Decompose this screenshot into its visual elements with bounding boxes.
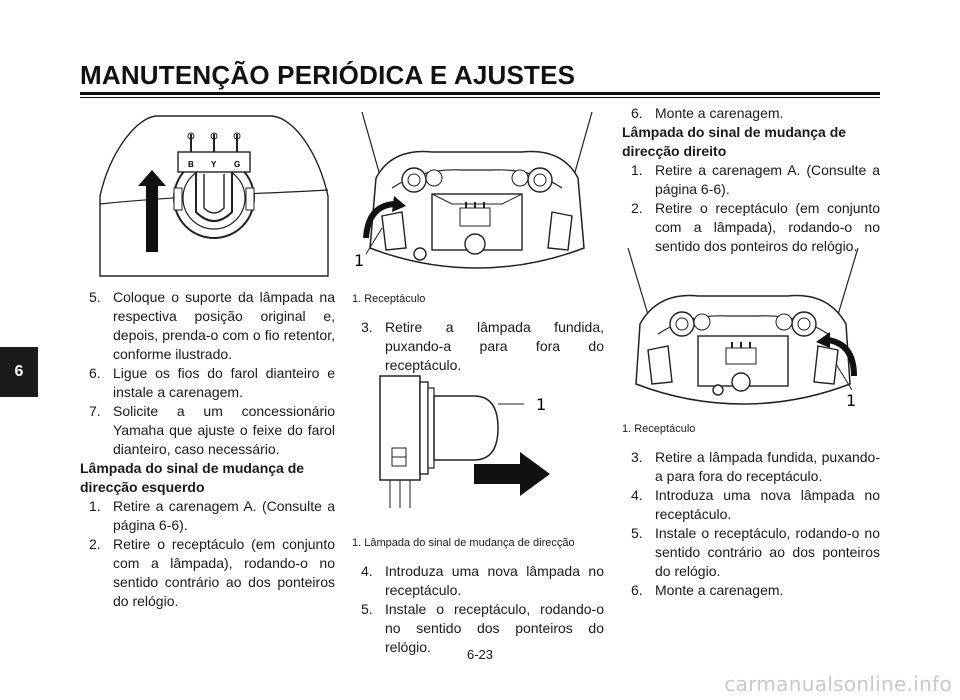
figure-callout-number: 1 <box>536 395 547 414</box>
figure-headlight-bulb-holder <box>96 112 332 280</box>
figure-caption: 1. Receptáculo <box>622 423 696 435</box>
figure-right-turn-signal-receptacle <box>618 244 868 414</box>
watermark: carmanualsonline.info <box>724 672 952 696</box>
figure-bulb-removal <box>374 368 554 520</box>
list-item: 6. Ligue os fios do farol dianteiro e instale a carenagem. <box>89 365 335 400</box>
bulb-letter: G <box>234 160 241 169</box>
figure-callout-number: 1 <box>354 251 365 270</box>
section-heading: Lâmpada do sinal de mudança de direcção esquerdo <box>80 460 305 495</box>
list-item: 6. Monte a carenagem. <box>631 582 784 598</box>
bulb-letter: B <box>188 160 194 169</box>
section-heading: Lâmpada do sinal de mudança de direcção direito <box>622 124 847 159</box>
figure-left-turn-signal-receptacle <box>352 108 602 288</box>
title-rule-thin <box>80 97 880 98</box>
figure-caption: 1. Lâmpada do sinal de mudança de direcção <box>352 537 575 549</box>
page-title: MANUTENÇÃO PERIÓDICA E AJUSTES <box>80 60 576 90</box>
figure-4-caption-block <box>622 422 880 600</box>
list-item: 3. Retire a lâmpada fundida, puxando-a para fora do receptáculo. <box>361 319 604 373</box>
list-item: 7. Solicite a um concessionário Yamaha que ajuste o feixe do farol dianteiro, caso necessário. <box>89 403 335 457</box>
list-item: 3. Retire a lâmpada fundida, puxando-a para fora do receptáculo. <box>631 449 880 484</box>
figure-caption: 1. Receptáculo <box>352 293 426 305</box>
bulb-letter: Y <box>211 160 217 169</box>
list-item: 5. Instale o receptáculo, rodando-o no sentido dos ponteiros do relógio. <box>361 601 604 655</box>
list-item: 1. Retire a carenagem A. (Consulte a página 6-6). <box>631 162 880 197</box>
list-item: 2. Retire o receptáculo (em conjunto com a lâmpada), rodando-o no sentido contrário ao dos ponteiros do relógio. <box>89 536 335 609</box>
column-2 <box>352 292 604 375</box>
list-item: 4. Introduza uma nova lâmpada no receptáculo. <box>361 563 604 598</box>
title-rule-thick <box>80 92 880 95</box>
list-item: 1. Retire a carenagem A. (Consulte a página 6-6). <box>89 498 335 533</box>
list-item: 4. Introduza uma nova lâmpada no receptáculo. <box>631 487 880 522</box>
list-item: 5. Coloque o suporte da lâmpada na respectiva posição original e, depois, prenda-o com o fio retentor, conforme ilustrado. <box>89 289 335 362</box>
column-1 <box>80 288 335 611</box>
list-item: 2. Retire o receptáculo (em conjunto com a lâmpada), rodando-o no sentido dos ponteiros do relógio. <box>631 200 880 254</box>
figure-3-caption-block <box>352 536 604 657</box>
list-item: 6. Monte a carenagem. <box>631 105 784 121</box>
page-number: 6-23 <box>466 647 494 662</box>
list-item: 5. Instale o receptáculo, rodando-o no sentido contrário ao dos ponteiros do relógio. <box>631 525 880 579</box>
chapter-tab: 6 <box>0 347 38 397</box>
figure-callout-number: 1 <box>846 391 857 410</box>
column-3 <box>622 104 880 256</box>
